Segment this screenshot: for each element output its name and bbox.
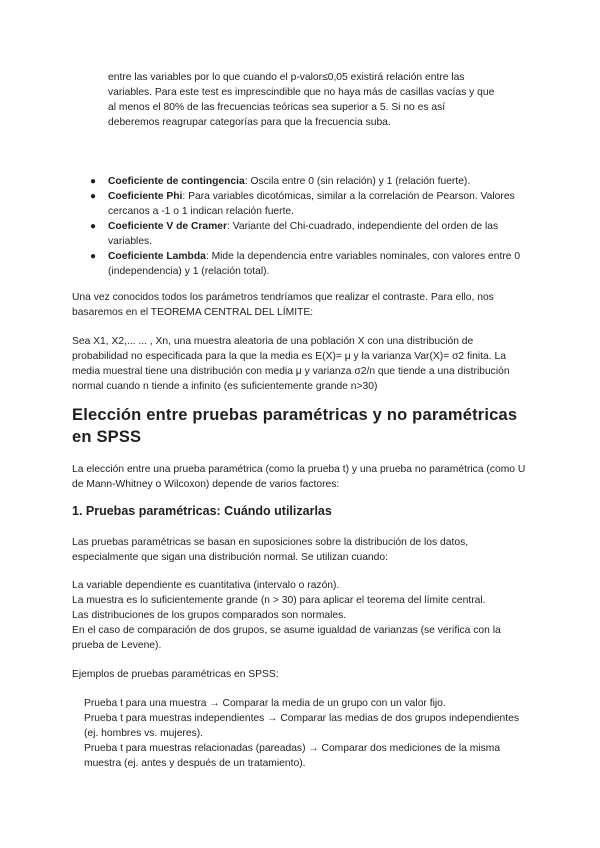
bullet-icon: ● [90, 221, 97, 232]
contrast-paragraph: Una vez conocidos todos los parámetros tendríamos que realizar el contraste. Para ello, nos basaremos en el TEOREMA CENTRAL DEL LÍMITE: [72, 292, 494, 318]
examples-block [72, 696, 532, 771]
parametric-intro: Las pruebas paramétricas se basan en suposiciones sobre la distribución de los datos, especialmente que sigan una distribución normal. Se utilizan cuando: [72, 537, 469, 563]
bullet-icon: ● [90, 191, 97, 202]
condition-line: La muestra es lo suficientemente grande (n > 30) para aplicar el teorema del límite central. [72, 595, 486, 606]
list-item [88, 219, 528, 249]
conditions-block [72, 578, 532, 653]
coefficient-term: Coeficiente de contingencia [108, 176, 245, 187]
coefficient-term: Coeficiente Lambda [108, 251, 206, 262]
example-line: Prueba t para muestras relacionadas (pareadas) → Comparar dos mediciones de la misma muestra (ej. antes y después de un tratamiento). [84, 743, 501, 769]
coefficient-desc: : Mide la dependencia entre variables nominales, con valores entre 0 (independencia) y 1 (relación total). [108, 251, 521, 277]
coefficient-term: Coeficiente Phi [108, 191, 183, 202]
intro-line: deberemos reagrupar categorías para que la frecuencia suba. [108, 117, 391, 128]
coefficient-term: Coeficiente V de Cramer [108, 221, 228, 232]
intro-paragraph [108, 70, 528, 130]
intro-line: variables. Para este test es imprescindible que no haya más de casillas vacías y que [108, 87, 495, 98]
coefficient-desc: : Para variables dicotómicas, similar a la correlación de Pearson. Valores cercanos a -1 o 1 indican relación fuerte. [108, 191, 515, 217]
bullet-icon: ● [90, 251, 97, 262]
example-line: Prueba t para muestras independientes → Comparar las medias de dos grupos independientes (ej. hombres vs. mujeres). [84, 713, 520, 739]
list-item [88, 174, 528, 189]
list-item [88, 189, 528, 219]
coefficient-list [88, 174, 528, 279]
intro-line: entre las variables por lo que cuando el p-valor≤0,05 existirá relación entre las [108, 72, 465, 83]
tcl-paragraph: Sea X1, X2,... ... , Xn, una muestra aleatoria de una población X con una distribución de probabilidad no especificada para la que la media es E(X)= μ y la varianza Var(X)= σ2 finita. La media muestral tiene una distribución con media μ y varianza σ2/n que tiende a una distribución normal cuando n tiende a infinito (es suficientemente grande n>30) [72, 336, 510, 392]
section-heading: Elección entre pruebas paramétricas y no paramétricas en SPSS [72, 406, 518, 446]
subsection-heading: 1. Pruebas paramétricas: Cuándo utilizarlas [72, 504, 332, 518]
examples-heading: Ejemplos de pruebas paramétricas en SPSS: [72, 669, 279, 680]
coefficient-desc: : Oscila entre 0 (sin relación) y 1 (relación fuerte). [244, 176, 471, 187]
condition-line: Las distribuciones de los grupos comparados son normales. [72, 610, 347, 621]
coefficient-desc: : Variante del Chi-cuadrado, independiente del orden de las variables. [108, 221, 499, 247]
bullet-icon: ● [90, 176, 97, 187]
condition-line: La variable dependiente es cuantitativa (intervalo o razón). [72, 580, 340, 591]
intro-line: al menos el 80% de las frecuencias teóricas sea superior a 5. Si no es así [108, 102, 446, 113]
list-item [88, 249, 528, 279]
condition-line: En el caso de comparación de dos grupos, se asume igualdad de varianzas (se verifica con la prueba de Levene). [72, 625, 501, 651]
example-line: Prueba t para una muestra → Comparar la media de un grupo con un valor fijo. [84, 698, 446, 709]
section-intro: La elección entre una prueba paramétrica (como la prueba t) y una prueba no paramétrica (como U de Mann-Whitney o Wilcoxon) depende de varios factores: [72, 464, 526, 490]
